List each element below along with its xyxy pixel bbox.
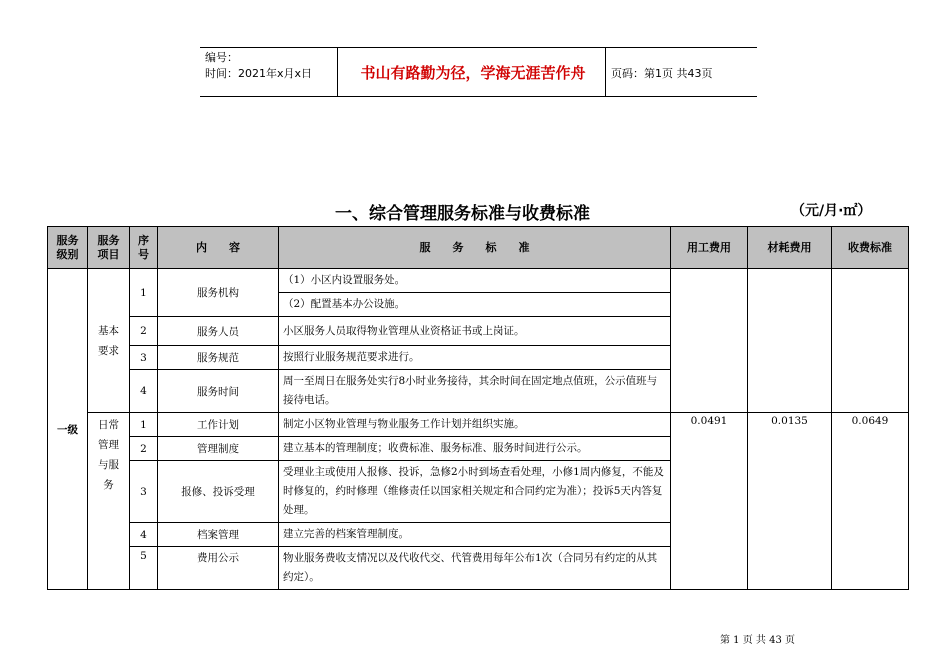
- header-bottom-rule: [200, 96, 757, 97]
- labor-fee-blank: [671, 269, 748, 413]
- seq-cell: 1: [130, 413, 158, 437]
- table-row: [48, 413, 909, 437]
- content-cell: 服务时间: [158, 370, 279, 413]
- unit-label: （元/月·㎡）: [791, 203, 872, 219]
- header-divider-1: [337, 47, 338, 96]
- seq-cell: 2: [130, 317, 158, 346]
- seq-cell: 4: [130, 370, 158, 413]
- seq-cell: 1: [130, 269, 158, 317]
- content-cell: 服务人员: [158, 317, 279, 346]
- content-cell: 报修、投诉受理: [158, 461, 279, 523]
- content-cell: 工作计划: [158, 413, 279, 437]
- header-page-info: 页码：第1页 共43页: [611, 67, 713, 80]
- fee-standard-cell: 0.0649: [832, 413, 909, 590]
- standard-cell: （2）配置基本办公设施。: [279, 293, 671, 317]
- seq-cell: 4: [130, 523, 158, 547]
- content-cell: 管理制度: [158, 437, 279, 461]
- content-cell: 服务规范: [158, 346, 279, 370]
- service-level-cell: 一级: [48, 269, 88, 590]
- header-material: 材耗费用: [748, 227, 832, 269]
- header-level: 服务 级别: [48, 227, 88, 269]
- standard-cell: 建立基本的管理制度；收费标准、服务标准、服务时间进行公示。: [279, 437, 671, 461]
- standard-cell: 受理业主或使用人报修、投诉，急修2小时到场查看处理，小修1周内修复，不能及时修复的，约时修理（维修责任以国家相关规定和合同约定为准）；投诉5天内答复处理。: [279, 461, 671, 523]
- labor-fee-cell: 0.0491: [671, 413, 748, 590]
- standard-cell: 按照行业服务规范要求进行。: [279, 346, 671, 370]
- group-daily-cell: [88, 413, 130, 590]
- seq-cell: 2: [130, 437, 158, 461]
- table-row: [48, 269, 909, 293]
- header-item: 服务 项目: [88, 227, 130, 269]
- service-standard-table: [47, 226, 909, 590]
- header-seq: 序 号: [130, 227, 158, 269]
- standard-cell: 周一至周日在服务处实行8小时业务接待，其余时间在固定地点值班，公示值班与接待电话。: [279, 370, 671, 413]
- standard-cell: 制定小区物业管理与物业服务工作计划并组织实施。: [279, 413, 671, 437]
- standard-cell: 小区服务人员取得物业管理从业资格证书或上岗证。: [279, 317, 671, 346]
- header-fee: 收费标准: [832, 227, 909, 269]
- doc-date-label: 时间：2021年x月x日: [205, 67, 313, 80]
- page-footer: 第 1 页 共 43 页: [720, 635, 795, 646]
- content-cell: 档案管理: [158, 523, 279, 547]
- standard-cell: 物业服务费收支情况以及代收代交、代管费用每年公布1次（合同另有约定的从其约定）。: [279, 547, 671, 590]
- table-header-row: [48, 227, 909, 269]
- seq-cell: 3: [130, 346, 158, 370]
- header-standard: 服 务 标 准: [279, 227, 671, 269]
- header-labor: 用工费用: [671, 227, 748, 269]
- content-cell: 费用公示: [158, 547, 279, 590]
- header-meta: [205, 50, 312, 82]
- header-content: 内 容: [158, 227, 279, 269]
- header-divider-2: [605, 47, 606, 96]
- doc-number-label: 编号：: [205, 51, 238, 64]
- group-basic-cell: [88, 269, 130, 413]
- standard-cell: 建立完善的档案管理制度。: [279, 523, 671, 547]
- standard-cell: （1）小区内设置服务处。: [279, 269, 671, 293]
- header-top-rule: [200, 47, 757, 48]
- group-basic-label: 基本要求: [98, 324, 119, 357]
- header-motto: 书山有路勤为径，学海无涯苦作舟: [360, 64, 586, 82]
- section-title: 一、综合管理服务标准与收费标准: [335, 204, 590, 224]
- seq-cell: 5: [130, 547, 158, 590]
- seq-cell: 3: [130, 461, 158, 523]
- material-fee-blank: [748, 269, 832, 413]
- content-cell: 服务机构: [158, 269, 279, 317]
- group-daily-label: 日常管理与服务: [98, 419, 119, 491]
- fee-blank: [832, 269, 909, 413]
- material-fee-cell: 0.0135: [748, 413, 832, 590]
